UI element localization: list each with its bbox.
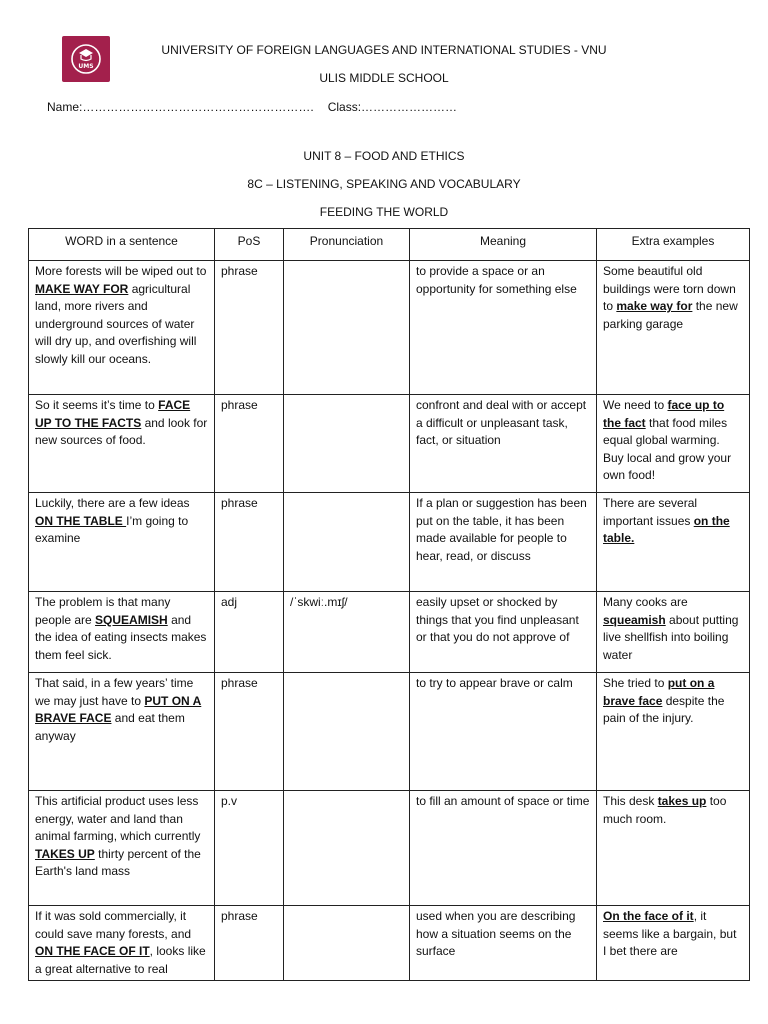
example-cell <box>597 673 750 791</box>
sentence-text: and the idea of eating insects makes them feel sick. <box>35 612 207 662</box>
example-key-phrase: squeamish <box>603 612 666 627</box>
pronunciation-cell <box>284 791 410 906</box>
sentence-text: Luckily, there are a few ideas <box>35 496 190 510</box>
example-text: There are several important issues <box>603 496 698 528</box>
table-row <box>29 673 750 791</box>
word-sentence-cell <box>29 261 215 395</box>
pos-cell: phrase <box>215 395 284 493</box>
example-text: too much room. <box>603 794 727 826</box>
sentence-text: , looks like a great alternative to real <box>35 944 206 976</box>
example-cell <box>597 906 750 981</box>
key-phrase: ON THE FACE OF IT <box>35 944 150 958</box>
pronunciation-cell <box>284 673 410 791</box>
university-name: UNIVERSITY OF FOREIGN LANGUAGES AND INTERNATIONAL STUDIES - VNU <box>161 43 607 57</box>
word-sentence-cell <box>29 493 215 592</box>
example-cell <box>597 592 750 673</box>
word-sentence-cell <box>29 673 215 791</box>
meaning-cell: used when you are describing how a situation seems on the surface <box>410 906 597 981</box>
sentence-text: More forests will be wiped out to <box>35 264 207 278</box>
example-text: about putting live shellfish into boiling water <box>603 612 739 662</box>
example-cell <box>597 395 750 493</box>
example-text: We need to <box>603 398 668 412</box>
sentence-text: This artificial product uses less energy, water and land than animal farming, which currently <box>35 794 201 843</box>
example-key-phrase: takes up <box>657 794 707 808</box>
pos-cell: phrase <box>215 906 284 981</box>
table-header-row <box>29 229 750 261</box>
name-class-row <box>47 100 457 114</box>
topic-title: FEEDING THE WORLD <box>319 205 449 219</box>
example-text: Some beautiful old buildings were torn down to <box>603 264 736 313</box>
meaning-cell: to try to appear brave or calm <box>410 673 597 791</box>
key-phrase: PUT ON A BRAVE FACE <box>35 693 202 725</box>
key-phrase: FACE UP TO THE FACTS <box>35 398 191 430</box>
example-key-phrase: On the face of it <box>603 909 694 923</box>
header-pronunciation: Pronunciation <box>284 229 410 261</box>
sentence-text: and eat them anyway <box>35 711 185 743</box>
example-text: , it seems like a bargain, but I bet there are <box>603 909 737 958</box>
sentence-text: and look for new sources of food. <box>35 415 208 447</box>
table-row <box>29 493 750 592</box>
table-row <box>29 592 750 673</box>
example-text: despite the pain of the injury. <box>603 693 725 725</box>
name-field[interactable]: Name:…………………………………………………. <box>47 100 314 114</box>
sentence-text: So it seems it’s time to <box>35 398 159 412</box>
pronunciation-cell: /ˈskwiː.mɪʃ/ <box>284 592 410 673</box>
sentence-text: agricultural land, more rivers and underground sources of water will dry up, and overfishing will slowly kill our oceans. <box>35 281 197 366</box>
word-sentence-cell <box>29 395 215 493</box>
example-cell <box>597 791 750 906</box>
example-key-phrase: make way for <box>616 299 693 313</box>
meaning-cell: to fill an amount of space or time <box>410 791 597 906</box>
meaning-cell: confront and deal with or accept a difficult or unpleasant task, fact, or situation <box>410 395 597 493</box>
sentence-text: That said, in a few years’ time we may just have to <box>35 676 194 708</box>
sentence-text: The problem is that many people are <box>35 595 171 627</box>
key-phrase: SQUEAMISH <box>95 612 168 627</box>
pos-cell: phrase <box>215 493 284 592</box>
table-row <box>29 395 750 493</box>
table-row <box>29 261 750 395</box>
section-title: 8C – LISTENING, SPEAKING AND VOCABULARY <box>247 177 521 191</box>
example-key-phrase: face up to the fact <box>603 398 725 430</box>
pronunciation-cell <box>284 395 410 493</box>
header-pos: PoS <box>215 229 284 261</box>
word-sentence-cell <box>29 592 215 673</box>
example-cell <box>597 261 750 395</box>
example-text: She tried to <box>603 676 668 690</box>
header-meaning: Meaning <box>410 229 597 261</box>
school-name: ULIS MIDDLE SCHOOL <box>319 71 449 85</box>
example-text: This desk <box>603 794 658 808</box>
key-phrase: ON THE TABLE <box>35 513 127 528</box>
table-row <box>29 906 750 981</box>
sentence-text: I’m going to examine <box>35 513 189 545</box>
example-text: that food miles equal global warming. Buy local and grow your own food! <box>603 415 732 482</box>
table-row <box>29 791 750 906</box>
example-key-phrase: put on a brave face <box>603 676 715 708</box>
pos-cell: phrase <box>215 261 284 395</box>
header-examples: Extra examples <box>597 229 750 261</box>
pronunciation-cell <box>284 261 410 395</box>
meaning-cell: to provide a space or an opportunity for something else <box>410 261 597 395</box>
example-text: the new parking garage <box>603 299 738 331</box>
logo-text: UMS <box>78 63 94 70</box>
sentence-text: If it was sold commercially, it could save many forests, and <box>35 909 192 941</box>
example-key-phrase: on the table. <box>603 513 730 545</box>
pronunciation-cell <box>284 493 410 592</box>
key-phrase: MAKE WAY FOR <box>35 281 129 296</box>
sentence-text: thirty percent of the Earth's land mass <box>35 846 201 878</box>
pos-cell: adj <box>215 592 284 673</box>
pos-cell: p.v <box>215 791 284 906</box>
header-word: WORD in a sentence <box>29 229 215 261</box>
vocabulary-table <box>28 228 750 981</box>
word-sentence-cell <box>29 791 215 906</box>
key-phrase: TAKES UP <box>35 846 95 861</box>
pronunciation-cell <box>284 906 410 981</box>
example-cell <box>597 493 750 592</box>
class-field[interactable]: Class:…………………… <box>327 100 458 114</box>
pos-cell: phrase <box>215 673 284 791</box>
unit-title: UNIT 8 – FOOD AND ETHICS <box>303 149 465 163</box>
meaning-cell: If a plan or suggestion has been put on the table, it has been made available for people to hear, read, or discuss <box>410 493 597 592</box>
example-text: Many cooks are <box>603 595 688 609</box>
meaning-cell: easily upset or shocked by things that you find unpleasant or that you do not approve of <box>410 592 597 673</box>
word-sentence-cell <box>29 906 215 981</box>
